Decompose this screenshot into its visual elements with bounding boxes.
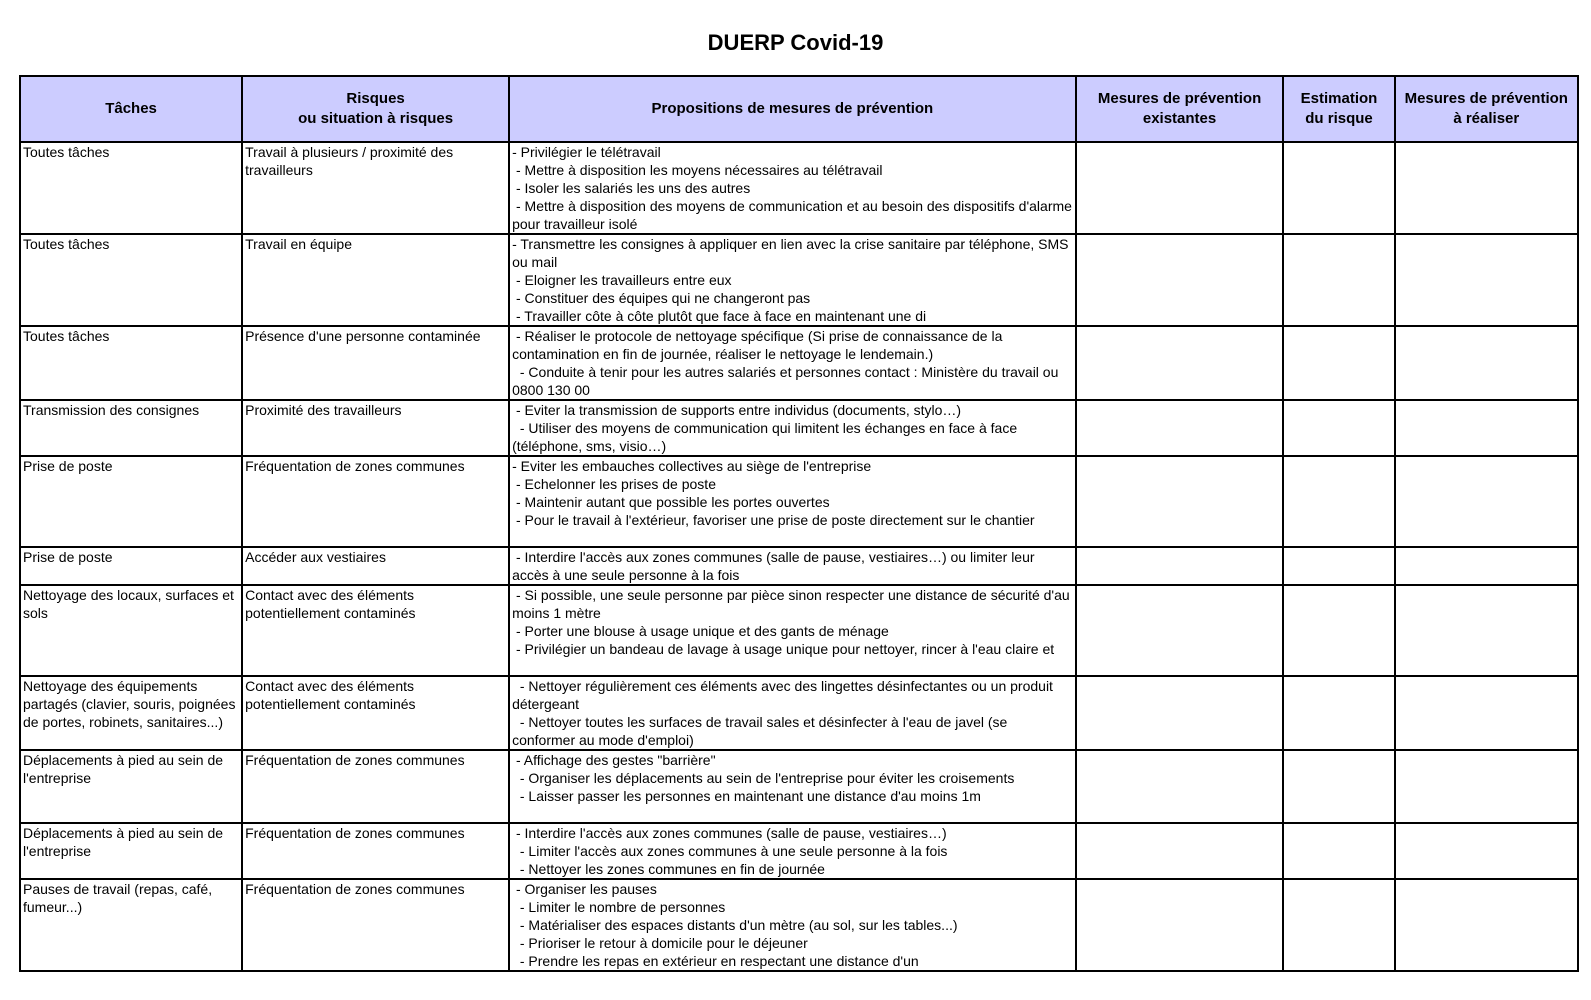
cell-mesures-existantes bbox=[1076, 750, 1284, 823]
table-row bbox=[20, 326, 1578, 400]
cell-mesures-existantes bbox=[1076, 142, 1284, 234]
header-existantes-line2: existantes bbox=[1142, 110, 1217, 127]
cell-tache: Déplacements à pied au sein de l'entreprise bbox=[20, 823, 242, 879]
cell-mesures-existantes bbox=[1076, 879, 1284, 971]
header-estimation bbox=[1283, 76, 1394, 142]
cell-tache: Toutes tâches bbox=[20, 234, 242, 326]
mesure-line: - Organiser les déplacements au sein de l'entreprise pour éviter les croisements bbox=[512, 770, 1015, 786]
mesure-line: - Réaliser le protocole de nettoyage spécifique (Si prise de connaissance de la contamination en fin de journée, réaliser le nettoyage le lendemain.) bbox=[512, 328, 1007, 362]
cell-estimation bbox=[1283, 234, 1394, 326]
header-estimation-line2: du risque bbox=[1305, 110, 1373, 127]
header-risques-line2: ou situation à risques bbox=[298, 110, 454, 127]
cell-tache: Toutes tâches bbox=[20, 142, 242, 234]
mesure-line: - Pour le travail à l'extérieur, favoriser une prise de poste directement sur le chantier bbox=[512, 512, 1035, 528]
cell-estimation bbox=[1283, 823, 1394, 879]
mesure-line: - Conduite à tenir pour les autres salariés et personnes contact : Ministère du travail ou 0800 130 00 bbox=[512, 364, 1063, 398]
cell-estimation bbox=[1283, 585, 1394, 676]
mesure-line: - Privilégier un bandeau de lavage à usage unique pour nettoyer, rincer à l'eau claire et bbox=[512, 641, 1055, 657]
table-row bbox=[20, 456, 1578, 547]
cell-mesures-a-realiser bbox=[1395, 234, 1578, 326]
mesure-line: - Prendre les repas en extérieur en respectant une distance d'un bbox=[512, 953, 919, 969]
cell-tache: Déplacements à pied au sein de l'entreprise bbox=[20, 750, 242, 823]
mesure-line: - Mettre à disposition des moyens de communication et au besoin des dispositifs d'alarme pour travailleur isolé bbox=[512, 198, 1076, 232]
cell-mesures-existantes bbox=[1076, 400, 1284, 456]
header-taches bbox=[20, 76, 242, 142]
mesure-line: - Nettoyer régulièrement ces éléments avec des lingettes désinfectantes ou un produit détergeant bbox=[512, 678, 1057, 712]
cell-estimation bbox=[1283, 456, 1394, 547]
cell-propositions bbox=[509, 585, 1076, 676]
table-row bbox=[20, 879, 1578, 971]
table-row bbox=[20, 676, 1578, 750]
cell-estimation bbox=[1283, 400, 1394, 456]
table-row bbox=[20, 823, 1578, 879]
cell-estimation bbox=[1283, 676, 1394, 750]
cell-tache: Nettoyage des équipements partagés (clavier, souris, poignées de portes, robinets, sanitaires...) bbox=[20, 676, 242, 750]
cell-mesures-a-realiser bbox=[1395, 676, 1578, 750]
mesure-line: - Si possible, une seule personne par pièce sinon respecter une distance de sécurité d'au moins 1 mètre bbox=[512, 587, 1074, 621]
header-mesures-existantes bbox=[1076, 76, 1284, 142]
cell-mesures-existantes bbox=[1076, 547, 1284, 585]
cell-mesures-a-realiser bbox=[1395, 879, 1578, 971]
mesure-line: - Eloigner les travailleurs entre eux bbox=[512, 272, 732, 288]
header-risques bbox=[242, 76, 509, 142]
mesure-line: - Maintenir autant que possible les portes ouvertes bbox=[512, 494, 830, 510]
cell-propositions bbox=[509, 456, 1076, 547]
cell-propositions bbox=[509, 823, 1076, 879]
cell-tache: Toutes tâches bbox=[20, 326, 242, 400]
cell-risque: Fréquentation de zones communes bbox=[242, 823, 509, 879]
cell-propositions bbox=[509, 676, 1076, 750]
header-propositions bbox=[509, 76, 1076, 142]
mesure-line: - Prioriser le retour à domicile pour le déjeuner bbox=[512, 935, 808, 951]
header-realiser-line2: à réaliser bbox=[1453, 110, 1520, 127]
cell-mesures-a-realiser bbox=[1395, 400, 1578, 456]
header-mesures-a-realiser bbox=[1395, 76, 1578, 142]
header-realiser-line1: Mesures de prévention bbox=[1404, 90, 1568, 107]
cell-mesures-a-realiser bbox=[1395, 823, 1578, 879]
cell-propositions bbox=[509, 400, 1076, 456]
mesure-line: - Organiser les pauses bbox=[512, 881, 657, 897]
header-estimation-line1: Estimation bbox=[1300, 90, 1378, 107]
header-existantes-line1: Mesures de prévention bbox=[1097, 90, 1262, 107]
cell-risque: Fréquentation de zones communes bbox=[242, 750, 509, 823]
mesure-line: - Porter une blouse à usage unique et des gants de ménage bbox=[512, 623, 889, 639]
header-propositions-label: Propositions de mesures de prévention bbox=[651, 100, 934, 117]
mesure-line: - Privilégier le télétravail bbox=[512, 144, 661, 160]
table-row bbox=[20, 234, 1578, 326]
cell-propositions bbox=[509, 234, 1076, 326]
cell-mesures-existantes bbox=[1076, 823, 1284, 879]
table-row bbox=[20, 585, 1578, 676]
cell-risque: Contact avec des éléments potentiellement contaminés bbox=[242, 585, 509, 676]
cell-tache: Prise de poste bbox=[20, 547, 242, 585]
mesure-line: - Laisser passer les personnes en maintenant une distance d'au moins 1m bbox=[512, 788, 981, 804]
cell-mesures-a-realiser bbox=[1395, 142, 1578, 234]
mesure-line: - Echelonner les prises de poste bbox=[512, 476, 716, 492]
header-risques-line1: Risques bbox=[346, 90, 405, 107]
mesure-line: - Eviter la transmission de supports entre individus (documents, stylo…) bbox=[512, 402, 962, 418]
cell-tache: Nettoyage des locaux, surfaces et sols bbox=[20, 585, 242, 676]
cell-estimation bbox=[1283, 326, 1394, 400]
cell-mesures-a-realiser bbox=[1395, 585, 1578, 676]
mesure-line: - Eviter les embauches collectives au siège de l'entreprise bbox=[512, 458, 872, 474]
cell-risque: Proximité des travailleurs bbox=[242, 400, 509, 456]
cell-mesures-existantes bbox=[1076, 234, 1284, 326]
cell-propositions bbox=[509, 326, 1076, 400]
mesure-line: - Constituer des équipes qui ne changeront pas bbox=[512, 290, 811, 306]
cell-propositions bbox=[509, 750, 1076, 823]
cell-mesures-a-realiser bbox=[1395, 750, 1578, 823]
cell-tache: Prise de poste bbox=[20, 456, 242, 547]
mesure-line: - Limiter le nombre de personnes bbox=[512, 899, 726, 915]
table-row bbox=[20, 547, 1578, 585]
mesure-line: - Nettoyer les zones communes en fin de journée bbox=[512, 861, 825, 877]
cell-propositions bbox=[509, 547, 1076, 585]
cell-mesures-a-realiser bbox=[1395, 547, 1578, 585]
cell-mesures-existantes bbox=[1076, 456, 1284, 547]
table-row bbox=[20, 750, 1578, 823]
table-row bbox=[20, 142, 1578, 234]
mesure-line: - Limiter l'accès aux zones communes à une seule personne à la fois bbox=[512, 843, 948, 859]
mesure-line: - Nettoyer toutes les surfaces de travail sales et désinfecter à l'eau de javel (se conformer au mode d'emploi) bbox=[512, 714, 1012, 748]
mesure-line: - Interdire l'accès aux zones communes (salle de pause, vestiaires…) bbox=[512, 825, 947, 841]
cell-mesures-existantes bbox=[1076, 585, 1284, 676]
cell-estimation bbox=[1283, 547, 1394, 585]
cell-mesures-existantes bbox=[1076, 326, 1284, 400]
cell-tache: Pauses de travail (repas, café, fumeur...) bbox=[20, 879, 242, 971]
document-title: DUERP Covid-19 bbox=[707, 30, 884, 55]
cell-risque: Contact avec des éléments potentiellement contaminés bbox=[242, 676, 509, 750]
cell-risque: Présence d'une personne contaminée bbox=[242, 326, 509, 400]
cell-risque: Travail en équipe bbox=[242, 234, 509, 326]
cell-estimation bbox=[1283, 142, 1394, 234]
cell-mesures-a-realiser bbox=[1395, 456, 1578, 547]
cell-risque: Fréquentation de zones communes bbox=[242, 456, 509, 547]
header-taches-label: Tâches bbox=[105, 100, 157, 117]
cell-risque: Accéder aux vestiaires bbox=[242, 547, 509, 585]
header-row bbox=[20, 76, 1578, 142]
mesure-line: - Transmettre les consignes à appliquer en lien avec la crise sanitaire par téléphone, SMS ou mail bbox=[512, 236, 1073, 270]
table-row bbox=[20, 400, 1578, 456]
cell-propositions bbox=[509, 142, 1076, 234]
cell-estimation bbox=[1283, 879, 1394, 971]
cell-estimation bbox=[1283, 750, 1394, 823]
mesure-line: - Isoler les salariés les uns des autres bbox=[512, 180, 751, 196]
cell-mesures-a-realiser bbox=[1395, 326, 1578, 400]
cell-risque: Travail à plusieurs / proximité des travailleurs bbox=[242, 142, 509, 234]
risk-assessment-table bbox=[19, 75, 1579, 972]
mesure-line: - Utiliser des moyens de communication qui limitent les échanges en face à face (téléphone, sms, visio…) bbox=[512, 420, 1022, 454]
cell-propositions bbox=[509, 879, 1076, 971]
mesure-line: - Affichage des gestes "barrière" bbox=[512, 752, 716, 768]
mesure-line: - Matérialiser des espaces distants d'un mètre (au sol, sur les tables...) bbox=[512, 917, 958, 933]
cell-mesures-existantes bbox=[1076, 676, 1284, 750]
mesure-line: - Travailler côte à côte plutôt que face à face en maintenant une di bbox=[512, 308, 927, 324]
cell-tache: Transmission des consignes bbox=[20, 400, 242, 456]
mesure-line: - Interdire l'accès aux zones communes (salle de pause, vestiaires…) ou limiter leur accès à une seule personne à la fois bbox=[512, 549, 1039, 583]
mesure-line: - Mettre à disposition les moyens nécessaires au télétravail bbox=[512, 162, 883, 178]
cell-risque: Fréquentation de zones communes bbox=[242, 879, 509, 971]
